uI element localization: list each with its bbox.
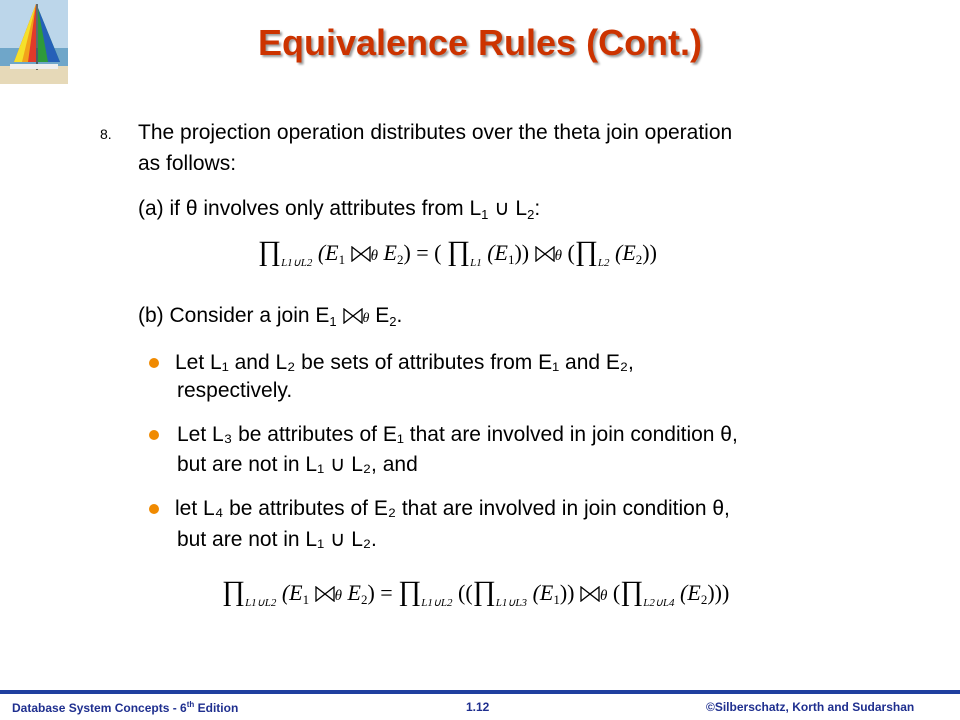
bullet-dot <box>149 358 159 368</box>
slide-title: Equivalence Rules (Cont.) <box>257 22 703 63</box>
intro-line-1: The projection operation distributes over the theta join operation <box>138 121 733 144</box>
bullet-1-line-2: respectively. <box>177 379 293 402</box>
bullet-2-line-2: but are not in L₁ ∪ L₂, and <box>177 453 418 476</box>
formula-a: $\prod_{L1\cup L2}$ ($E_1$ θ $E_2$) = ( $\prod_{L1}$ $(E_1)$) θ ($\prod_{L2}$ $(E_2)$) <box>258 236 657 269</box>
footer-page-number: 1.12 <box>466 700 490 714</box>
theta-join-icon <box>315 586 335 602</box>
theta-join-icon <box>580 586 600 602</box>
bullet-1-line-1: Let L₁ and L₂ be sets of attributes from E₁ and E₂, <box>175 351 634 374</box>
intro-line-2: as follows: <box>138 152 237 175</box>
bullet-dot <box>149 504 159 514</box>
theta-join-icon <box>343 308 363 324</box>
part-b: (b) Consider a join $E_1$ θ $E_2$. <box>138 304 403 329</box>
formula-b: $\prod_{L1\cup L2}$ ($E_1$ θ $E_2$) = $\prod_{L1\cup L2}$ (($\prod_{L1\cup L3}$ $(E_1)$) θ ($\prod_{L2\cup L4}$ $(E_2)$)) <box>222 576 730 609</box>
bullet-2-line-1: Let L₃ be attributes of E₁ that are involved in join condition θ, <box>177 423 738 446</box>
footer-book-title: Database System Concepts - 6th Edition <box>12 700 239 715</box>
footer-divider <box>0 690 960 694</box>
theta-join-icon <box>535 246 555 262</box>
bullet-dot <box>149 430 159 440</box>
item-number: 8. <box>100 126 112 142</box>
bullet-3-line-1: let L₄ be attributes of E₂ that are involved in join condition θ, <box>175 497 730 520</box>
footer-copyright: ©Silberschatz, Korth and Sudarshan <box>706 700 915 714</box>
part-a: (a) if θ involves only attributes from $L_1$ ∪ $L_2$: <box>138 197 541 222</box>
theta-join-icon <box>351 246 371 262</box>
bullet-3-line-2: but are not in L₁ ∪ L₂. <box>177 528 377 551</box>
